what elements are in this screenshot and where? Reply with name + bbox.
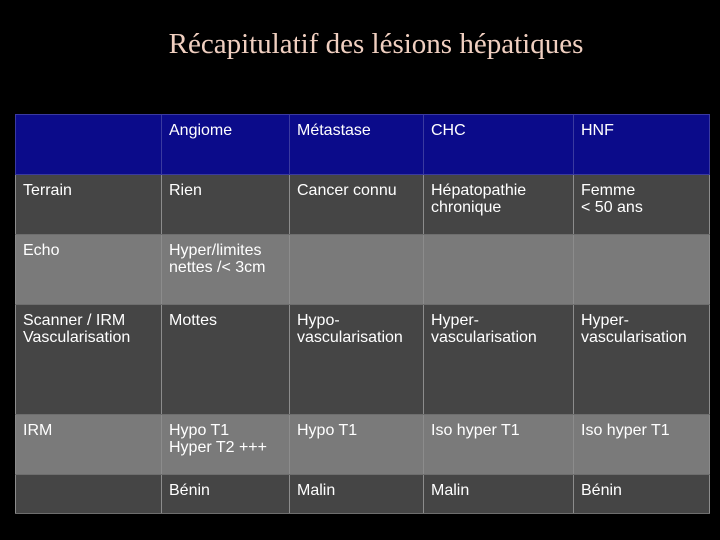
slide-title: Récapitulatif des lésions hépatiques: [168, 28, 584, 60]
table-cell: [424, 235, 574, 305]
row-label-cell: Scanner / IRM Vascularisation: [16, 305, 162, 415]
table-cell: Mottes: [162, 305, 290, 415]
table-cell: Femme < 50 ans: [574, 175, 710, 235]
table-cell: Hépatopathie chronique: [424, 175, 574, 235]
table-cell: Cancer connu: [290, 175, 424, 235]
table-cell: Bénin: [162, 475, 290, 514]
table-cell: Iso hyper T1: [424, 415, 574, 475]
header-cell: CHC: [424, 115, 574, 175]
table-cell: Bénin: [574, 475, 710, 514]
table-row: [16, 415, 710, 475]
table-cell: [290, 235, 424, 305]
table-cell: Hypo T1 Hyper T2 +++: [162, 415, 290, 475]
header-cell: Angiome: [162, 115, 290, 175]
table-cell: Hyper- vascularisation: [424, 305, 574, 415]
table-cell: Malin: [290, 475, 424, 514]
table-row: [16, 305, 710, 415]
row-label-cell: IRM: [16, 415, 162, 475]
table-cell: Hypo T1: [290, 415, 424, 475]
table-cell: Hyper- vascularisation: [574, 305, 710, 415]
row-label-cell: [16, 475, 162, 514]
liver-lesions-table: [15, 114, 710, 514]
table-cell: [574, 235, 710, 305]
row-label-cell: Echo: [16, 235, 162, 305]
table-cell: Iso hyper T1: [574, 415, 710, 475]
table-row: [16, 175, 710, 235]
header-cell: HNF: [574, 115, 710, 175]
table-cell: Hyper/limites nettes /< 3cm: [162, 235, 290, 305]
header-cell: Métastase: [290, 115, 424, 175]
header-cell: [16, 115, 162, 175]
table-cell: Malin: [424, 475, 574, 514]
table-cell: Rien: [162, 175, 290, 235]
row-label-cell: Terrain: [16, 175, 162, 235]
table-row: [16, 235, 710, 305]
table-row: [16, 475, 710, 514]
table-header-row: [16, 115, 710, 175]
table-cell: Hypo- vascularisation: [290, 305, 424, 415]
